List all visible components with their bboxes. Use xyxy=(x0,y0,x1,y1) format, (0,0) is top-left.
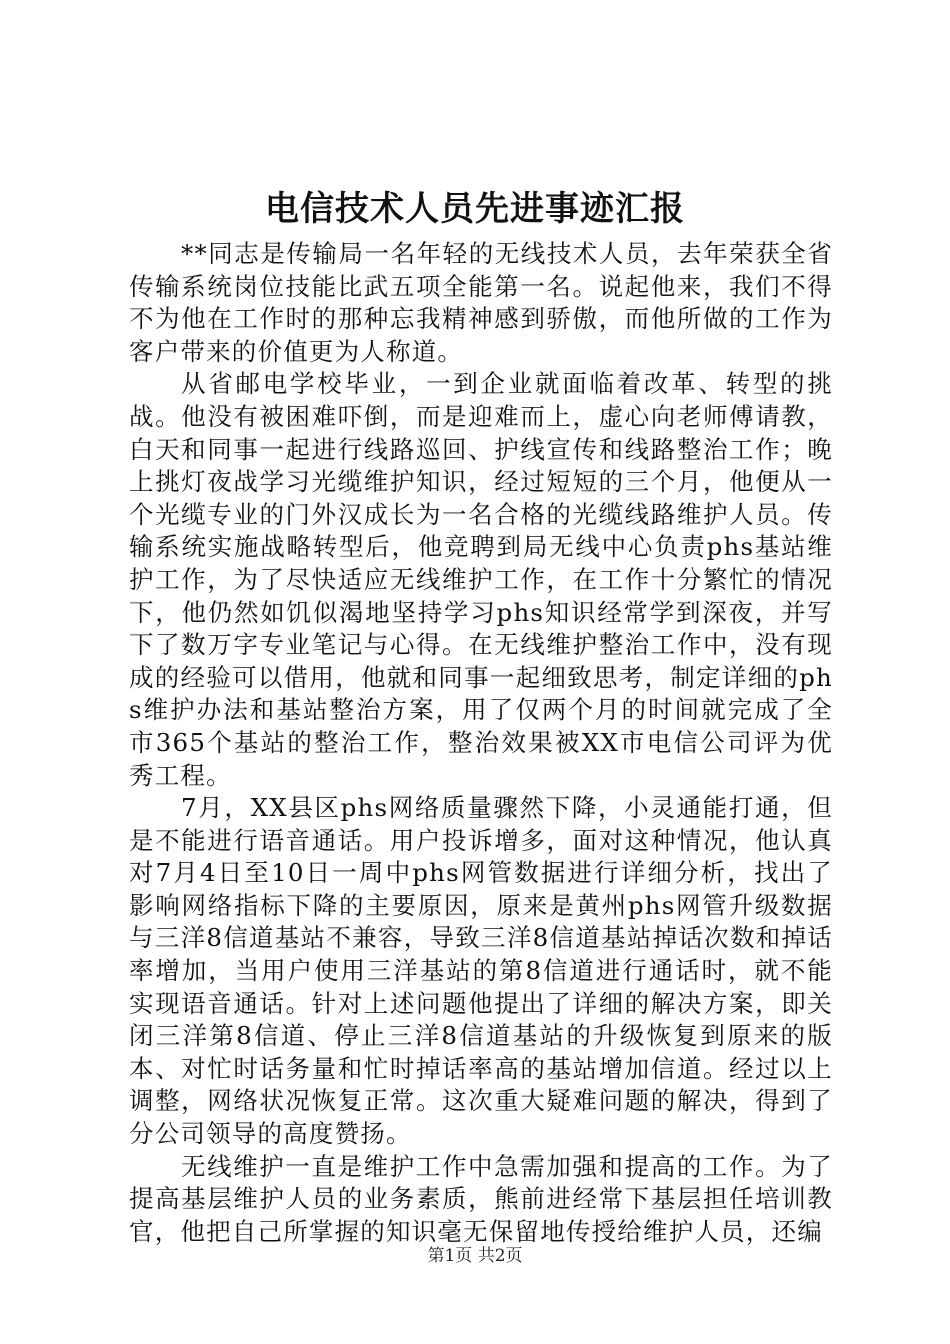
paragraph-career: 从省邮电学校毕业，一到企业就面临着改革、转型的挑战。他没有被困难吓倒，而是迎难而上，虚心向老师傅请教，白天和同事一起进行线路巡回、护线宣传和线路整治工作；晚上挑灯夜战学习光缆维护知识，经过短短的三个月，他便从一个光缆专业的门外汉成长为一名合格的光缆线路维护人员。传输系统实施战略转型后，他竞聘到局无线中心负责phs基站维护工作，为了尽快适应无线维护工作，在工作十分繁忙的情况下，他仍然如饥似渴地坚持学习phs知识经常学到深夜，并写下了数万字专业笔记与心得。在无线维护整治工作中，没有现成的经验可以借用，他就和同事一起细致思考，制定详细的phs维护办法和基站整治方案，用了仅两个月的时间就完成了全市365个基站的整治工作，整治效果被XX市电信公司评为优秀工程。 xyxy=(129,369,833,790)
paragraph-network-issue: 7月，XX县区phs网络质量骤然下降，小灵通能打通，但是不能进行语音通话。用户投诉增多，面对这种情况，他认真对7月4日至10日一周中phs网管数据进行详细分析，找出了影响网络指标下降的主要原因，原来是黄州phs网管升级数据与三洋8信道基站不兼容，导致三洋8信道基站掉话次数和掉话率增加，当用户使用三洋基站的第8信道进行通话时，就不能实现语音通话。针对上述问题他提出了详细的解决方案，即关闭三洋第8信道、停止三洋8信道基站的升级恢复到原来的版本、对忙时话务量和忙时掉话率高的基站增加信道。经过以上调整，网络状况恢复正常。这次重大疑难问题的解决，得到了分公司领导的高度赞扬。 xyxy=(129,793,833,1149)
document-title: 电信技术人员先进事迹汇报 xyxy=(265,189,685,229)
paragraph-training: 无线维护一直是维护工作中急需加强和提高的工作。为了提高基层维护人员的业务素质，熊前进经常下基层担任培训教官，他把自己所掌握的知识毫无保留地传授给维护人员，还编 xyxy=(129,1151,833,1246)
document-body xyxy=(129,238,833,1248)
paragraph-intro: **同志是传输局一名年轻的无线技术人员，去年荣获全省传输系统岗位技能比武五项全能第一名。说起他来，我们不得不为他在工作时的那种忘我精神感到骄傲，而他所做的工作为客户带来的价值更为人称道。 xyxy=(129,239,833,366)
page-footer: 第1页 共2页 xyxy=(427,1246,523,1266)
